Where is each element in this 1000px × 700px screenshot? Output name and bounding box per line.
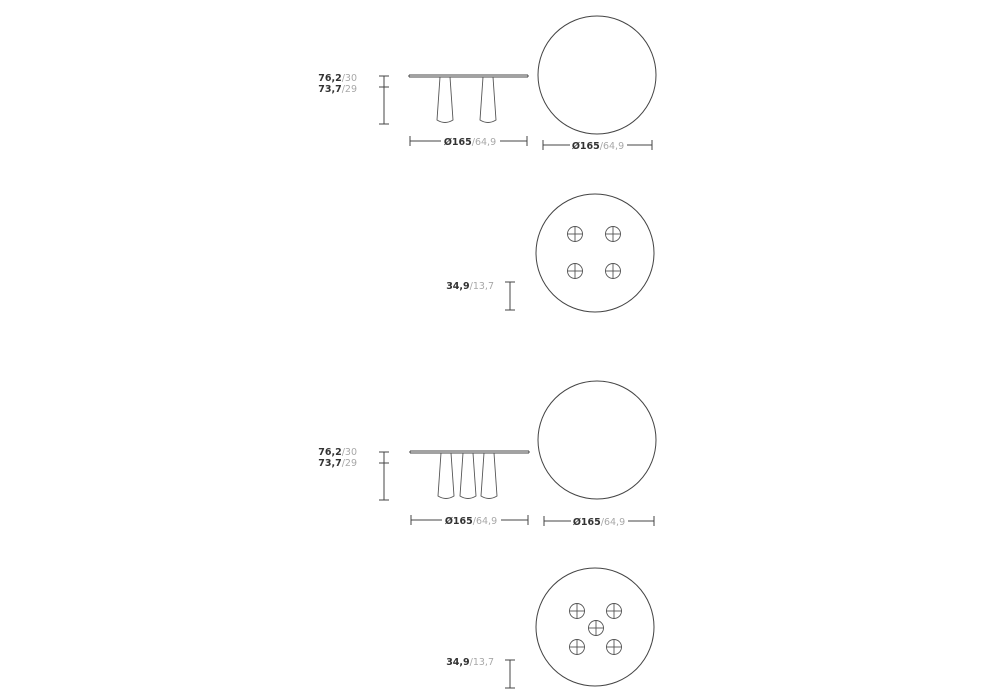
block2-height-label-1: 76,2/30 (318, 447, 357, 458)
block2-top-width-label: Ø165/64,9 (572, 517, 626, 528)
block2-leg (438, 453, 454, 499)
block2-leg-marker (569, 639, 585, 655)
block2-top-view (538, 381, 656, 528)
block1-top-width-label: Ø165/64,9 (571, 141, 625, 152)
block2-leg-marker (606, 639, 622, 655)
block2-front-width-label: Ø165/64,9 (444, 516, 498, 527)
block1-leg (480, 77, 496, 123)
block2-leg-marker (606, 603, 622, 619)
block2-tabletop (410, 451, 529, 453)
block2-leg (460, 453, 476, 499)
block2-height-dimension-line (379, 452, 389, 500)
block2-base-plan (446, 568, 654, 688)
block1-height-dimension-line (379, 76, 389, 124)
block1-tabletop-circle (538, 16, 656, 134)
block2-base-height-label: 34,9/13,7 (446, 657, 494, 668)
block1-leg-marker (605, 226, 621, 242)
block1-base-plan (446, 194, 654, 312)
block1-height-label-1: 76,2/30 (318, 73, 357, 84)
block1-base-height-dimension (505, 282, 515, 310)
block1-front-width-label: Ø165/64,9 (443, 137, 497, 148)
block2-leg-marker (588, 620, 604, 636)
block2-base-height-dimension (505, 660, 515, 688)
block1-height-label-2: 73,7/29 (318, 84, 357, 95)
block2-leg (481, 453, 497, 499)
block1-front-view (318, 73, 528, 148)
block1-leg-marker (567, 263, 583, 279)
block1-leg-marker (605, 263, 621, 279)
block2-leg-marker (569, 603, 585, 619)
block2-tabletop-circle (538, 381, 656, 499)
block2-height-label-2: 73,7/29 (318, 458, 357, 469)
block2-base-circle (536, 568, 654, 686)
block1-base-height-label: 34,9/13,7 (446, 281, 494, 292)
block1-tabletop (409, 75, 528, 77)
block1-base-circle (536, 194, 654, 312)
block1-leg-marker (567, 226, 583, 242)
block2-front-view (318, 447, 529, 527)
block1-leg (437, 77, 453, 123)
block1-top-view (538, 16, 656, 152)
